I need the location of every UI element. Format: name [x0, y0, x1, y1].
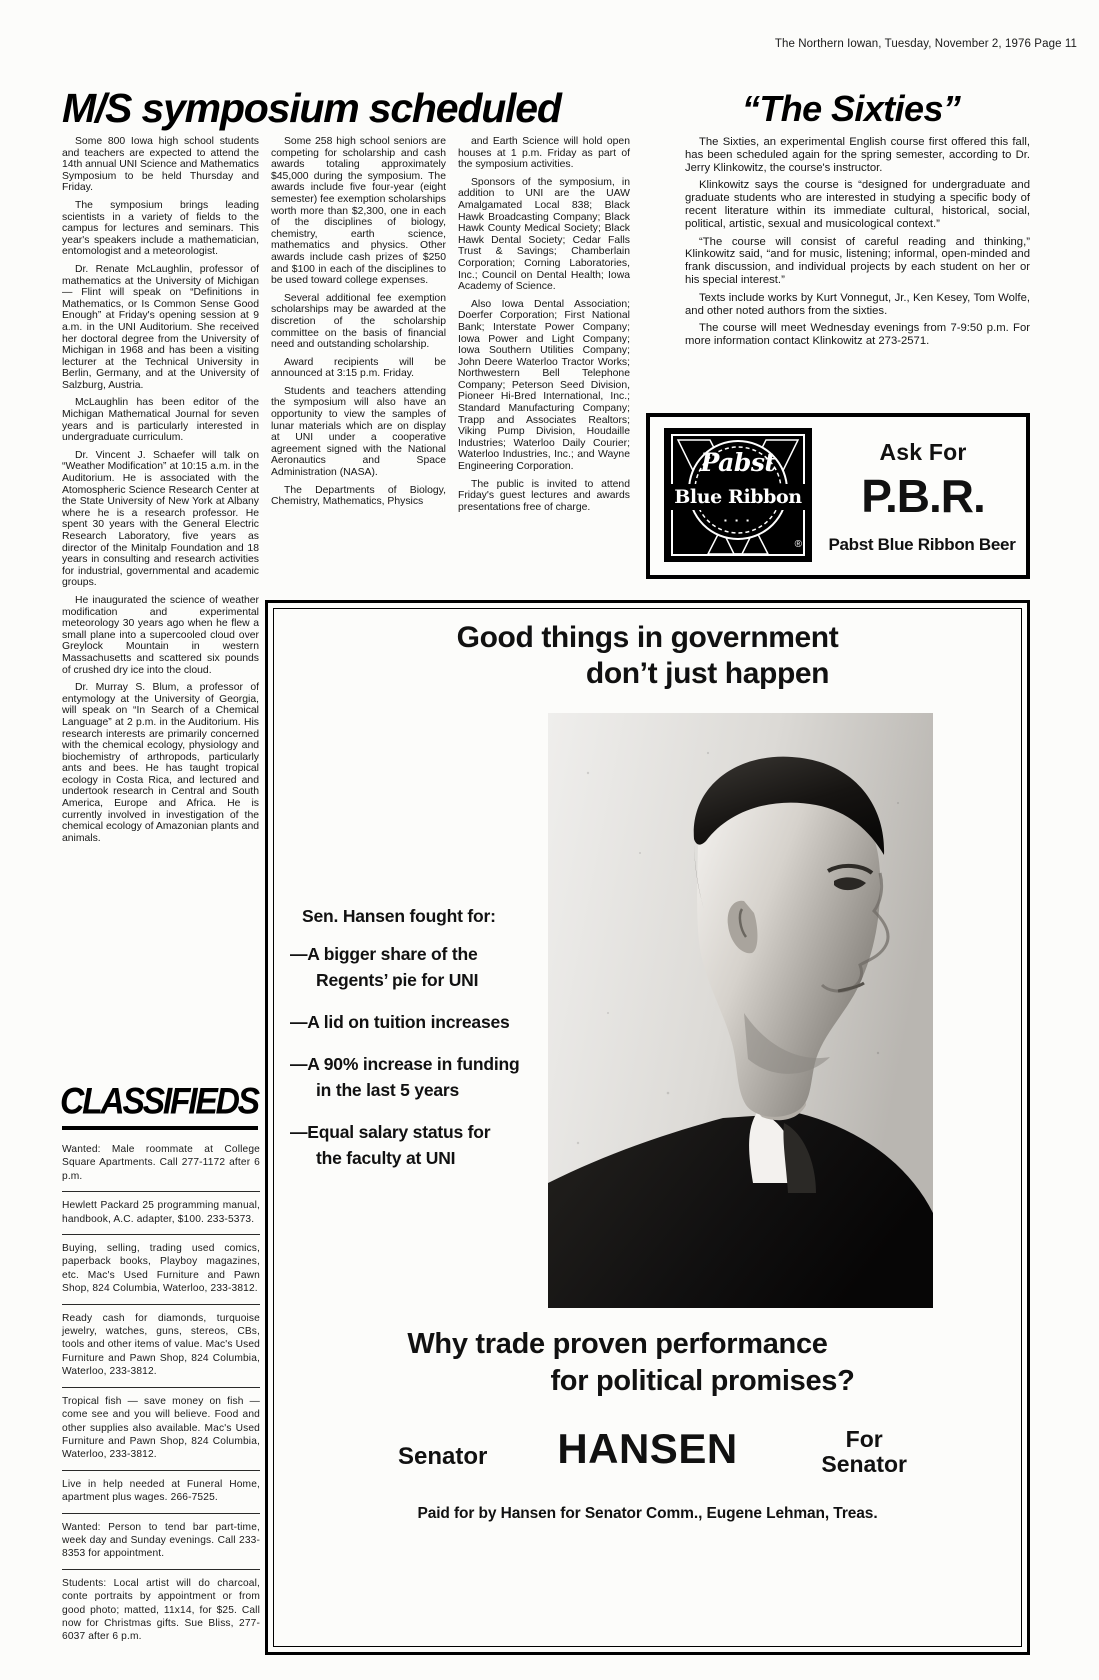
- paragraph: Texts include works by Kurt Vonnegut, Jr., Ken Kesey, Tom Wolfe, and other noted authors from the sixties.: [685, 291, 1030, 317]
- hansen-bullet-3-line1: —A 90% increase in funding: [290, 1054, 520, 1074]
- hansen-headline-line2: don’t just happen: [585, 657, 830, 690]
- pabst-tagline: Pabst Blue Ribbon Beer: [828, 535, 1016, 554]
- hansen-question-line2: for political promises?: [550, 1365, 855, 1397]
- paragraph: Students and teachers attending the symposium will also have an opportunity to view the samples of lunar materials which are on display at UNI under a cooperative agreement signed with the National Aeronautics and Space Administration (NASA).: [271, 385, 446, 479]
- hansen-bullet-1-line1: —A bigger share of the: [290, 944, 478, 964]
- article-column-2: [271, 136, 446, 514]
- article-column-3: [458, 136, 630, 519]
- paragraph: Also Iowa Dental Association; Doerfer Corporation; First National Bank; Interstate Power Company; Iowa Power and Light Company; Iowa Southern Utilities Company; John Deere Waterloo Tractor Works; Northwestern Bell Telephone Company; Peterson Seed Division, Pioneer Hi-Bred International, Inc.; Standard Manufacturing Company; Trapp and Associates Realtors; Viking Pump Division, Houdaille Industries; Waterloo Daily Courier; Waterloo Industries, Inc.; and Wayne Engineering Corporation.: [458, 298, 630, 473]
- classifieds-rule: [62, 1126, 258, 1130]
- hansen-bullet-list: [290, 903, 552, 1187]
- page-title-the-sixties: “The Sixties”: [742, 88, 961, 129]
- list-item: Ready cash for diamonds, turquoise jewelry, watches, guns, stereos, CBs, tools and other items of value. Mac's Used Furniture and Pawn Shop, 824 Columbia, Waterloo, 233-3812.: [62, 1305, 260, 1388]
- list-item: Wanted: Person to tend bar part-time, week day and Sunday evenings. Call 233-8353 for appointment.: [62, 1514, 260, 1570]
- paragraph: He inaugurated the science of weather modification and experimental meteorology 30 years ago when he flew a small plane into a supercooled cloud over Greylock Mountain in western Massachusetts and scattered six pounds of crushed dry ice into the cloud.: [62, 594, 259, 676]
- paragraph: Klinkowitz says the course is “designed for undergraduate and graduate students who are interested in studying a specific body of recent literature within its immediate cultural, historical, social, political, artistic, sexual and musicological context.”: [685, 179, 1030, 230]
- list-item: Students: Local artist will do charcoal, conte portraits by appointment or from good photo; matted, 11x14, for $25. Call now for Christmas gifts. Sue Bliss, 277-6037 after 6 p.m.: [62, 1577, 260, 1643]
- paragraph: Several additional fee exemption scholarships may be awarded at the discretion of the scholarship committee on the basis of financial need and outstanding scholarship.: [271, 292, 446, 351]
- masthead-line: The Northern Iowan, Tuesday, November 2, 1976 Page 11: [774, 38, 1077, 50]
- list-item: Tropical fish — save money on fish — come see and you will believe. Food and other supplies also available. Mac's Used Furniture and Pawn Shop, 824 Columbia, Waterloo, 233-3812.: [62, 1388, 260, 1471]
- hansen-for-line2: Senator: [821, 1451, 907, 1477]
- hansen-bullet-4-line1: —Equal salary status for: [290, 1122, 491, 1142]
- paragraph: Sponsors of the symposium, in addition to UNI are the UAW Amalgamated Local 838; Black Hawk Broadcasting Company; Black Hawk County Medical Society; Black Hawk Dental Society; Cedar Falls Trust & Savings; Chamberlain Corporation; Corning Laboratories, Inc.; Council on Dental Health; Iowa Academy of Science.: [458, 176, 630, 293]
- paragraph: Dr. Vincent J. Schaefer will talk on “Weather Modification” at 10:15 a.m. in the Auditorium. He is associated with the Atomospheric Science Research Center at the State University of New York at Albany where he is a research professor. He spent 30 years with the General Electric Research Laboratory, five years as director of the Minitalp Foundation and 18 years in consulting and research activities for industrial, governmental and academic groups.: [62, 449, 259, 589]
- hansen-portrait-photo: [548, 713, 933, 1308]
- list-item: Hewlett Packard 25 programming manual, handbook, A.C. adapter, $100. 233-5373.: [62, 1192, 260, 1235]
- hansen-question-line1: Why trade proven performance: [407, 1328, 828, 1360]
- list-item: Live in help needed at Funeral Home, apartment plus wages. 266-7525.: [62, 1471, 260, 1514]
- pabst-dots: ▪ ▪ ▪: [724, 516, 752, 525]
- paragraph: and Earth Science will hold open houses at 1 p.m. Friday as part of the symposium activities.: [458, 136, 630, 171]
- hansen-for-senator-label: [821, 1427, 907, 1477]
- classifieds-heading: CLASSIFIEDS: [60, 1080, 258, 1122]
- paragraph: The course will meet Wednesday evenings from 7-9:50 p.m. For more information contact Klinkowitz at 273-2571.: [685, 322, 1030, 348]
- hansen-portrait-artwork: [548, 713, 933, 1308]
- classifieds-list: [62, 1136, 260, 1652]
- hansen-bullet-3-line2: in the last 5 years: [316, 1080, 460, 1100]
- registered-trademark-icon: ®: [794, 539, 802, 550]
- hansen-candidate-name: HANSEN: [557, 1425, 738, 1472]
- hansen-bullet-4-line2: the faculty at UNI: [316, 1148, 456, 1168]
- paragraph: Dr. Murray S. Blum, a professor of entymology at the University of Georgia, will speak on “In Search of a Chemical Language” at 2 p.m. in the Auditorium. His research interests are primarily concerned with the chemical ecology, physiology and biochemistry of arthropods, particularly ants and bees. He has taught tropical ecology in Costa Rica, and lectured and undertook research in Central and South America, Europe and Africa. He is currently involved in investigation of the chemical ecology of Amazonian plants and animals.: [62, 682, 259, 844]
- pabst-blue-ribbon-band: Blue Ribbon: [664, 484, 812, 510]
- pabst-logo: [664, 428, 812, 562]
- hansen-paid-for-disclaimer: Paid for by Hansen for Senator Comm., Eugene Lehman, Treas.: [417, 1505, 878, 1522]
- article-column-the-sixties: [685, 136, 1030, 353]
- hansen-bullet-1: [290, 941, 552, 993]
- paragraph: Some 800 Iowa high school students and teachers are expected to attend the 14th annual UNI Science and Mathematics Symposium to be held Thursday and Friday.: [62, 136, 259, 194]
- hansen-advertisement: [265, 600, 1030, 1655]
- paragraph: “The course will consist of careful reading and thinking,” Klinkowitz said, “and for music, listening; informal, open-minded and frank discussion, and individual projects by each student on her or his special interest.”: [685, 235, 1030, 286]
- list-item: Buying, selling, trading used comics, paperback books, Playboy magazines, etc. Mac's Used Furniture and Pawn Shop, 824 Columbia, Waterloo, 233-3812.: [62, 1235, 260, 1305]
- hansen-bullet-3: [290, 1051, 552, 1103]
- pabst-ask-for-text: Ask For: [879, 439, 967, 465]
- hansen-bullet-4: [290, 1119, 552, 1171]
- paragraph: Award recipients will be announced at 3:15 p.m. Friday.: [271, 356, 446, 380]
- paragraph: The public is invited to attend Friday's guest lectures and awards presentations free of charge.: [458, 478, 630, 513]
- paragraph: The symposium brings leading scientists in a variety of fields to the campus for lectures and seminars. This year's speakers include a mathematician, entomologist and a meteorologist.: [62, 199, 259, 258]
- paragraph: Some 258 high school seniors are competing for scholarship and cash awards totaling approximately $45,000 during the symposium. The awards include five four-year (eight semester) fee exemption scholarships worth more than $2,300, one in each of the disciplines of biology, chemistry, earth science, mathematics and physics. Other awards include cash prizes of $250 and $100 in each of the disciplines to be used toward college expenses.: [271, 136, 446, 287]
- paragraph: Dr. Renate McLaughlin, professor of mathematics at the University of Michigan — Flint will speak on “Definitions in Mathematics, or Is Common Sense Good Enough” at Friday's opening session at 9 a.m. in the UNI Auditorium. She received her doctoral degree from the University of Michigan in 1968 and has been a visiting lecturer at the Technical University in Berlin, Germany, and at the University of Salzburg, Austria.: [62, 263, 259, 391]
- hansen-bullet-1-line2: Regents’ pie for UNI: [316, 970, 479, 990]
- paragraph: The Departments of Biology, Chemistry, Mathematics, Physics: [271, 484, 446, 508]
- hansen-bullets-lead: Sen. Hansen fought for:: [302, 906, 496, 926]
- hansen-bullet-2-line1: —A lid on tuition increases: [290, 1012, 510, 1032]
- page-title-ms-symposium: M/S symposium scheduled: [62, 85, 561, 131]
- hansen-headline-line1: Good things in government: [456, 621, 839, 654]
- list-item: Wanted: Male roommate at College Square Apartments. Call 277-1172 after 6 p.m.: [62, 1136, 260, 1192]
- paragraph: The Sixties, an experimental English course first offered this fall, has been scheduled again for the spring semester, according to Dr. Jerry Klinkowitz, the course's instructor.: [685, 136, 1030, 174]
- pabst-pbr-text: P.B.R.: [861, 470, 985, 522]
- hansen-bullet-2: [290, 1009, 552, 1035]
- pabst-advertisement: [646, 413, 1030, 579]
- hansen-for-line1: For: [845, 1426, 883, 1452]
- paragraph: McLaughlin has been editor of the Michigan Mathematical Journal for seven years and is particularly interested in undergraduate curriculum.: [62, 397, 259, 444]
- article-column-1: [62, 136, 259, 850]
- hansen-senator-label-left: Senator: [398, 1443, 488, 1470]
- pabst-script-wordmark: Pabst: [700, 448, 776, 477]
